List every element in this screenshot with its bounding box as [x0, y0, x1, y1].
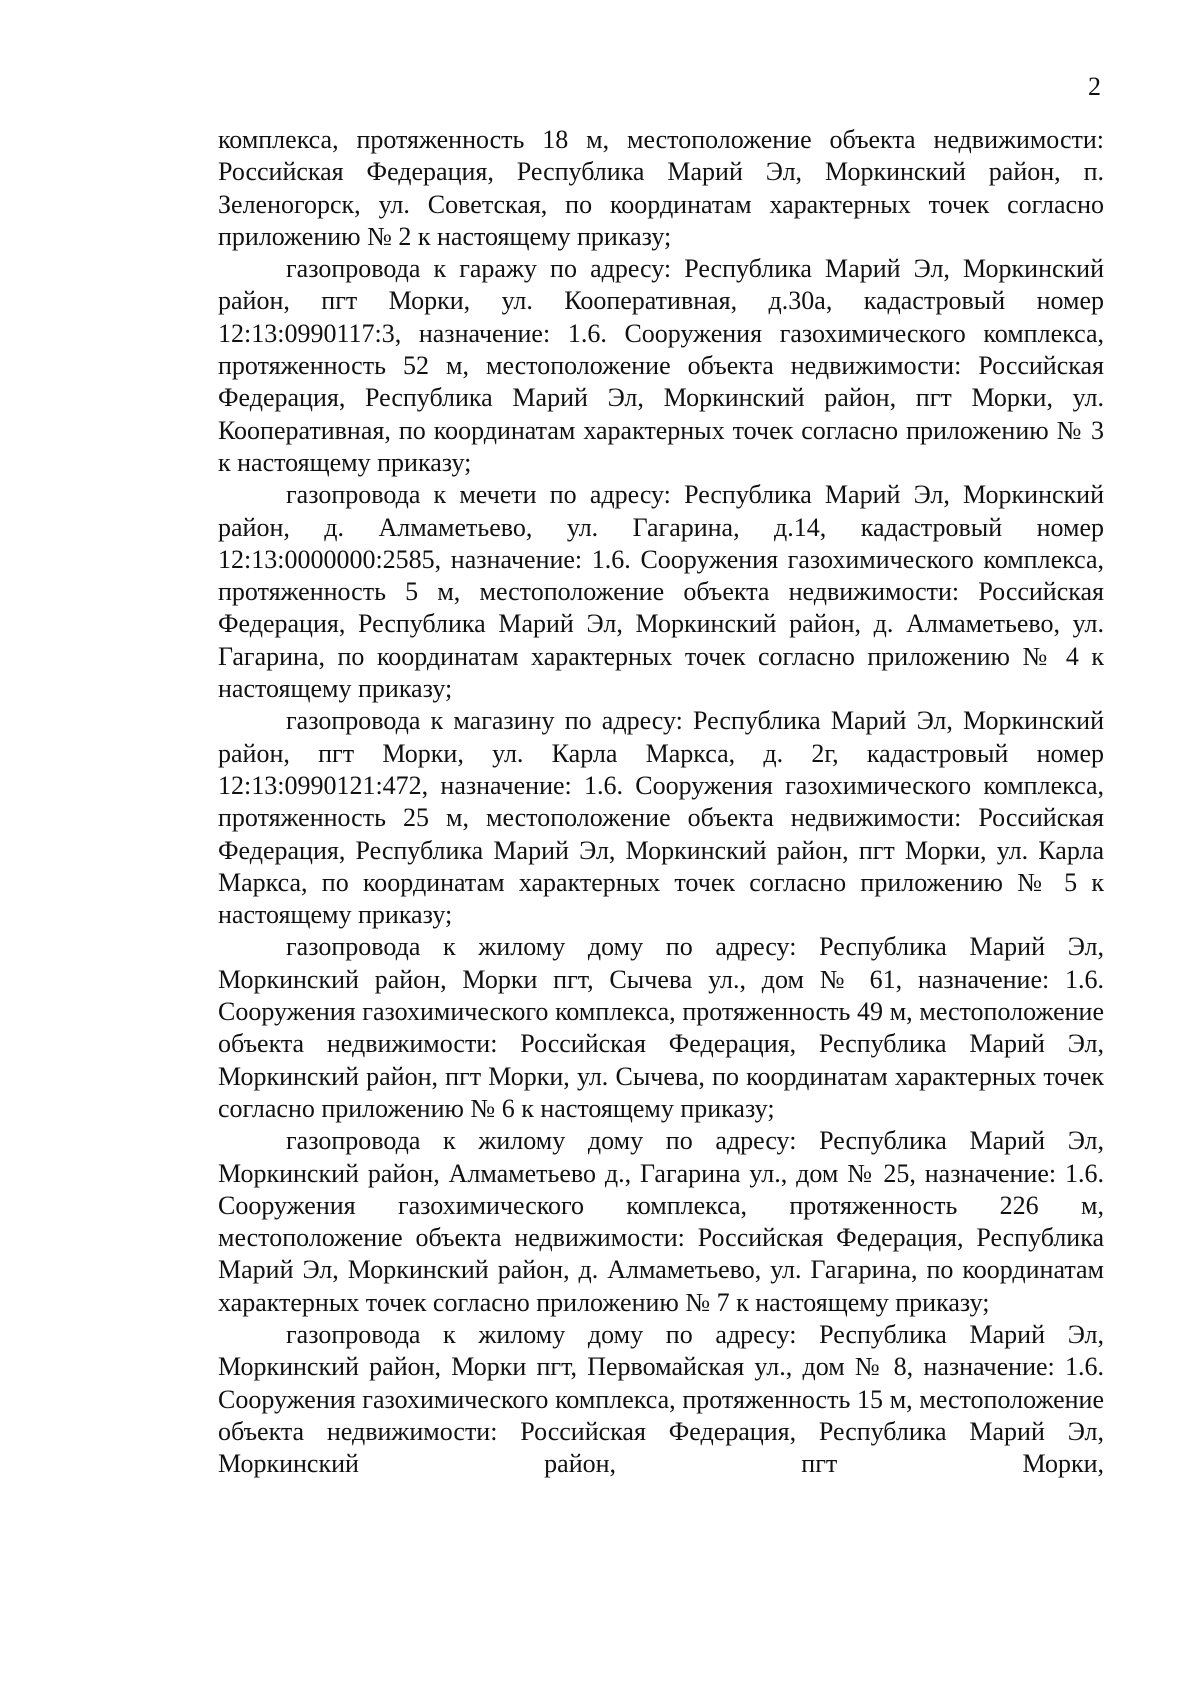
paragraph-6: газопровода к жилому дому по адресу: Республика Марий Эл, Моркинский район, Алмаметьево д., Гагарина ул., дом № 25, назначение: 1.6. Сооружения газохимического комплекса, протяженность 226 м, местоположение объекта недвижимости: Российская Федерация, Республика Марий Эл, Моркинский район, д. Алмаметьево, ул. Гагарина, по координатам характерных точек согласно приложению № 7 к настоящему приказу; [218, 1126, 1104, 1317]
paragraph-5: газопровода к жилому дому по адресу: Республика Марий Эл, Моркинский район, Морки пгт, Сычева ул., дом № 61, назначение: 1.6. Сооружения газохимического комплекса, протяженность 49 м, местоположение объекта недвижимости: Российская Федерация, Республика Марий Эл, Моркинский район, пгт Морки, ул. Сычева, по координатам характерных точек согласно приложению № 6 к настоящему приказу; [218, 932, 1104, 1123]
document-body [218, 124, 1104, 1480]
paragraph-7: газопровода к жилому дому по адресу: Республика Марий Эл, Моркинский район, Морки пгт, Первомайская ул., дом № 8, назначение: 1.6. Сооружения газохимического комплекса, протяженность 15 м, местоположение объекта недвижимости: Российская Федерация, Республика Марий Эл, Моркинский район, пгт Морки, [218, 1319, 1104, 1479]
paragraph-3: газопровода к мечети по адресу: Республика Марий Эл, Моркинский район, д. Алмаметьево, ул. Гагарина, д.14, кадастровый номер 12:13:0000000:2585, назначение: 1.6. Сооружения газохимического комплекса, протяженность 5 м, местоположение объекта недвижимости: Российская Федерация, Республика Марий Эл, Моркинский район, д. Алмаметьево, ул. Гагарина, по координатам характерных точек согласно приложению № 4 к настоящему приказу; [218, 480, 1104, 704]
page-number: 2 [1088, 72, 1101, 101]
paragraph-1: комплекса, протяженность 18 м, местоположение объекта недвижимости: Российская Федерация, Республика Марий Эл, Моркинский район, п. Зеленогорск, ул. Советская, по координатам характерных точек согласно приложению № 2 к настоящему приказу; [218, 125, 1104, 251]
paragraph-4: газопровода к магазину по адресу: Республика Марий Эл, Моркинский район, пгт Морки, ул. Карла Маркса, д. 2г, кадастровый номер 12:13:0990121:472, назначение: 1.6. Сооружения газохимического комплекса, протяженность 25 м, местоположение объекта недвижимости: Российская Федерация, Республика Марий Эл, Моркинский район, пгт Морки, ул. Карла Маркса, по координатам характерных точек согласно приложению № 5 к настоящему приказу; [218, 706, 1104, 930]
paragraph-2: газопровода к гаражу по адресу: Республика Марий Эл, Моркинский район, пгт Морки, ул. Кооперативная, д.30а, кадастровый номер 12:13:0990117:3, назначение: 1.6. Сооружения газохимического комплекса, протяженность 52 м, местоположение объекта недвижимости: Российская Федерация, Республика Марий Эл, Моркинский район, пгт Морки, ул. Кооперативная, по координатам характерных точек согласно приложению № 3 к настоящему приказу; [218, 254, 1104, 477]
